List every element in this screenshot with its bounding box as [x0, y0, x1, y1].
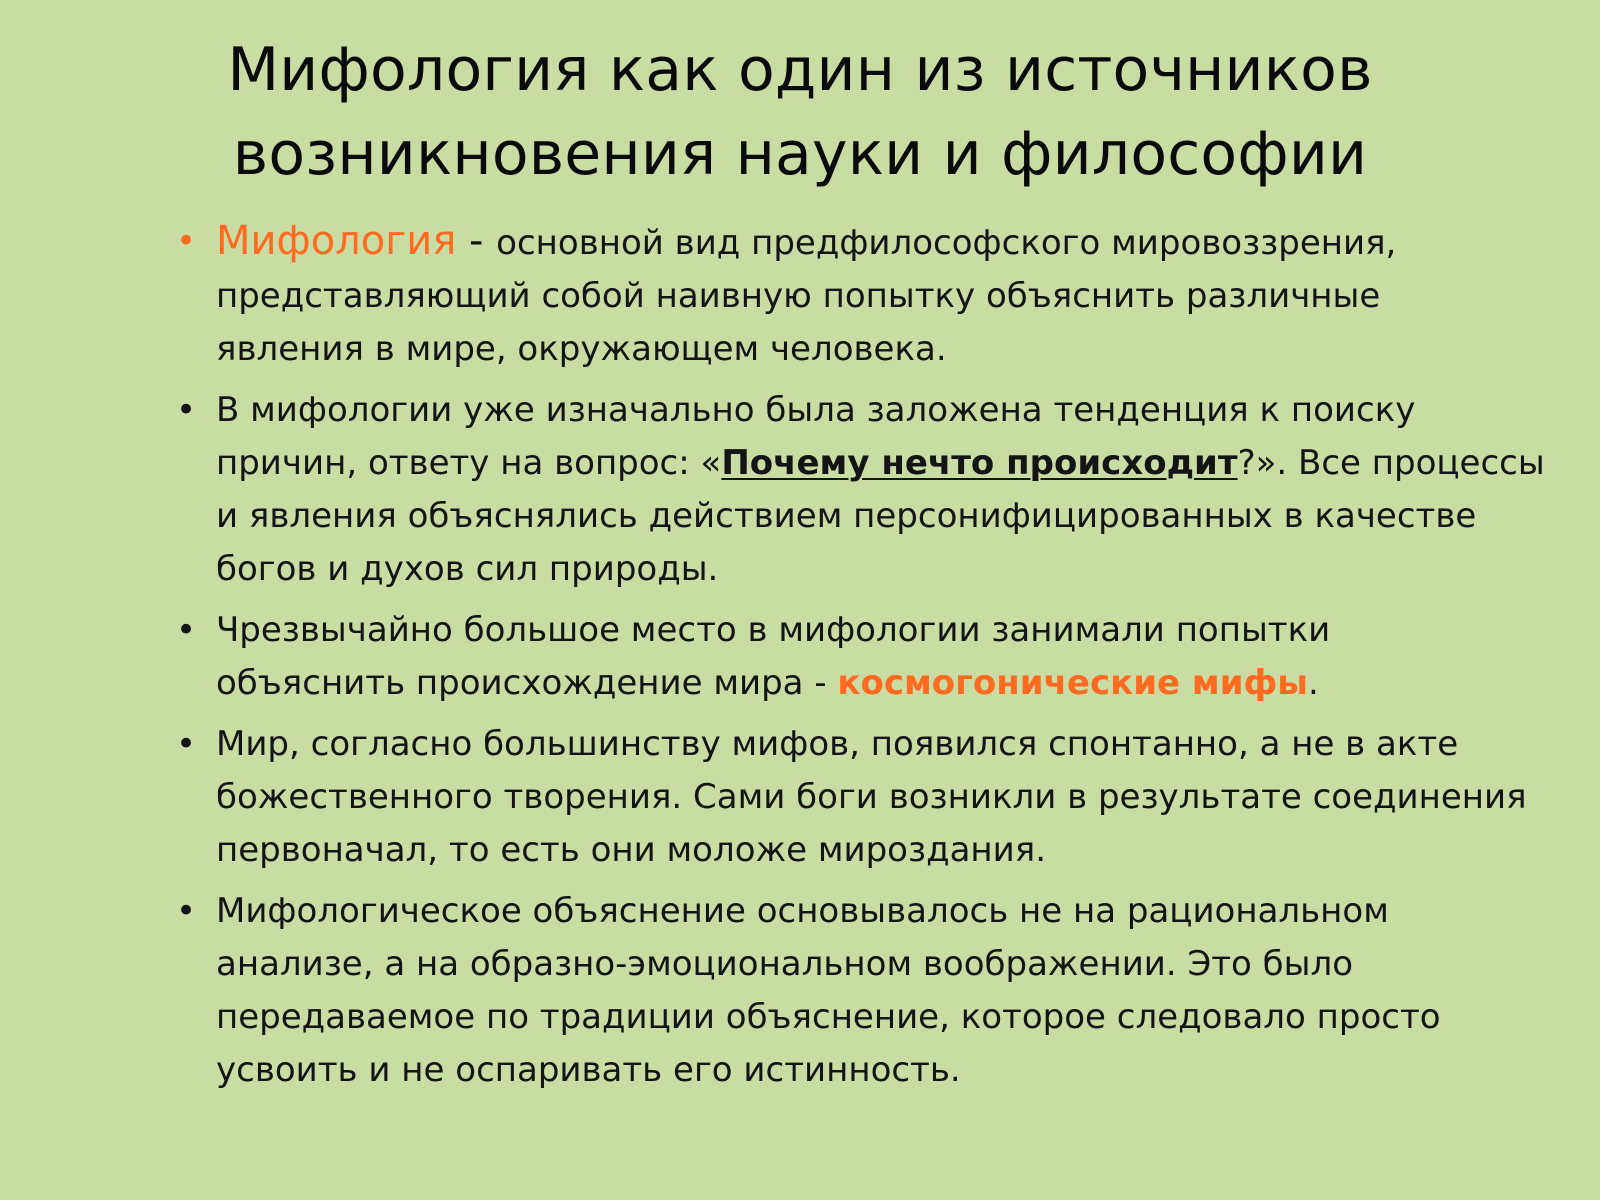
bullet-item-1 — [170, 215, 1580, 376]
bullet-4-line-1: Мир, согласно большинству мифов, появился спонтанно, а не в акте — [216, 724, 1459, 764]
bullet-2-text-after: ?». Все процессы — [1237, 443, 1545, 483]
bullet-3-line-1: Чрезвычайно большое место в мифологии занимали попытки — [216, 610, 1331, 650]
bullet-dot-icon: • — [176, 891, 197, 931]
term-dash: - — [456, 218, 497, 264]
bullet-2-line-3: и явления объяснялись действием персонифицированных в качестве — [216, 496, 1477, 536]
bullet-1-line-3: явления в мире, окружающем человека. — [216, 329, 947, 369]
bullet-item-4 — [170, 718, 1580, 877]
bullet-dot-icon: • — [176, 724, 197, 764]
term-mythology: Мифология — [216, 218, 457, 264]
bullet-dot-icon: • — [176, 221, 197, 261]
bullet-5-line-2: анализе, а на образно-эмоциональном воображении. Это было — [216, 944, 1354, 984]
key-question: Почему нечто происходит — [721, 443, 1238, 483]
bullet-1-line-1 — [216, 215, 1580, 270]
term-cosmogonic-myths: космогонические мифы — [837, 663, 1309, 703]
title-line-1: Мифология как один из источников — [227, 35, 1373, 105]
title-line-2: возникновения науки и философии — [232, 119, 1368, 189]
bullet-item-2 — [170, 384, 1580, 596]
bullet-2-line-2 — [216, 437, 1580, 490]
bullet-list — [170, 215, 1580, 1105]
bullet-3-line-2 — [216, 657, 1580, 710]
bullet-5-line-4: усвоить и не оспаривать его истинность. — [216, 1050, 961, 1090]
bullet-dot-icon: • — [176, 390, 197, 430]
bullet-3-text-after: . — [1308, 663, 1319, 703]
bullet-dot-icon: • — [176, 610, 197, 650]
bullet-4-line-3: первоначал, то есть они моложе мироздания. — [216, 830, 1046, 870]
bullet-5-line-1: Мифологическое объяснение основывалось не на рациональном — [216, 891, 1389, 931]
slide-title — [100, 28, 1500, 196]
bullet-2-line-4: богов и духов сил природы. — [216, 549, 719, 589]
bullet-item-3 — [170, 604, 1580, 710]
bullet-2-text-before: причин, ответу на вопрос: « — [216, 443, 722, 483]
bullet-4-line-2: божественного творения. Сами боги возникли в результате соединения — [216, 777, 1527, 817]
bullet-3-text-before: объяснить происхождение мира - — [216, 663, 838, 703]
bullet-2-line-1: В мифологии уже изначально была заложена тенденция к поиску — [216, 390, 1416, 430]
bullet-1-line-2: представляющий собой наивную попытку объяснить различные — [216, 276, 1381, 316]
bullet-5-line-3: передаваемое по традиции объяснение, которое следовало просто — [216, 997, 1441, 1037]
bullet-item-5 — [170, 885, 1580, 1097]
bullet-1-text-1: основной вид предфилософского мировоззрения, — [496, 223, 1397, 263]
